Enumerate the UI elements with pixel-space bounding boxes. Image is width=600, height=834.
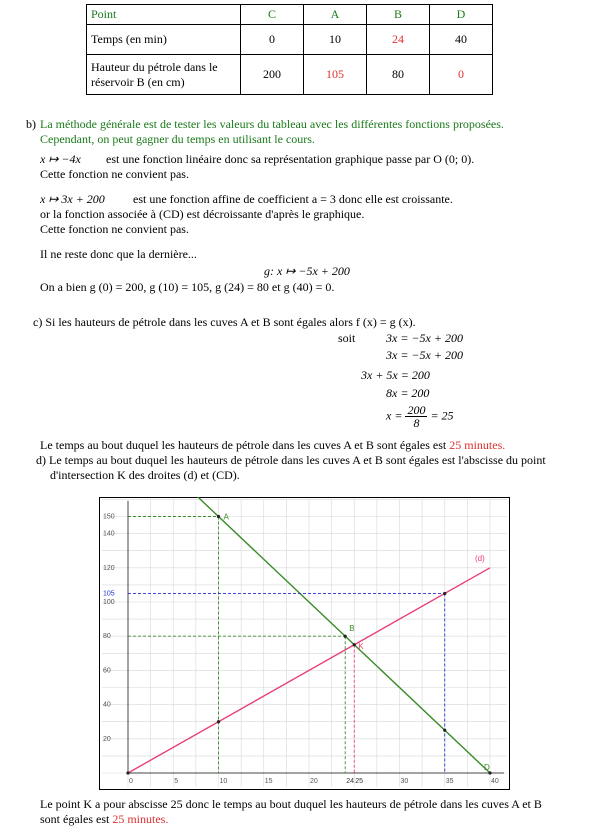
fraction-lhs: x = [386,408,403,423]
graph-frame [100,498,510,790]
function1-text: est une fonction linéaire donc sa représentation graphique passe par O (0; 0). [106,152,475,166]
remaining-text: Il ne reste donc que la dernière... [40,247,197,261]
equation-step: 8x = 200 [386,386,430,400]
table-row [87,55,493,95]
series-label-d: (d) [475,553,485,563]
y-tick-label: 20 [103,735,111,743]
x-tick-label: 15 [264,778,273,785]
y-tick-label: 105 [103,590,115,598]
table-header-cell: D [430,5,493,25]
function2-text: est une fonction affine de coefficient a = 3 donc elle est croissante. [133,192,453,206]
y-tick-label: 80 [103,633,111,641]
part-b-line2: Cependant, on peut gagner du temps en utilisant le cours. [40,132,315,146]
table-header-cell: A [304,5,367,25]
data-table [86,4,493,95]
table-cell: 40 [430,25,493,55]
equation-step: 3x = −5x + 200 [386,331,463,345]
point-marker [443,592,446,595]
table-cell: 200 [241,55,304,95]
part-d-line1: d) Le temps au bout duquel les hauteurs de pétrole dans les cuves A et B sont égales est l'abscisse du point [36,453,546,467]
final-line2 [40,812,168,827]
table-cell: 24 [367,25,430,55]
x-tick-label: 5 [174,778,179,785]
y-tick-label: 140 [103,530,115,538]
function2-conclusion: Cette fonction ne convient pas. [40,222,189,236]
y-tick-label: 60 [103,667,111,675]
x-tick-label: 25 [355,778,364,785]
fraction-denominator: 8 [413,416,420,430]
fraction-numerator: 200 [407,403,426,417]
table-label-line: réservoir B (en cm) [91,74,185,89]
function2-text2: or la fonction associée à (CD) est décroissante d'après le graphique. [40,207,365,221]
point-marker [443,729,446,732]
final-text: sont égales est [40,812,110,826]
x-tick-label: 0 [129,778,133,785]
equation-step: 3x + 5x = 200 [361,368,430,382]
table-header-cell: Point [87,5,241,25]
part-c-conclusion [40,438,505,453]
table-cell: Temps (en min) [87,25,241,55]
table-row [87,25,493,55]
check-line: On a bien g (0) = 200, g (10) = 105, g (24) = 80 et g (40) = 0. [40,280,335,294]
part-c-intro: c) Si les hauteurs de pétrole dans les cuves A et B sont égales alors f (x) = g (x). [33,315,416,329]
final-line1: Le point K a pour abscisse 25 donc le temps au bout duquel les hauteurs de pétrole dans les cuves A et B [40,797,542,811]
table-cell: 0 [430,55,493,95]
x-tick-label: 20 [310,778,318,785]
point-label-k: K [358,641,364,651]
part-d-line2: d'intersection K des droites (d) et (CD). [50,468,240,482]
fraction-rhs: = 25 [430,408,454,423]
fraction [405,404,427,429]
x-tick-label: 24 [346,778,354,785]
x-tick-label: 10 [219,778,228,785]
table-header-row [87,5,493,25]
point-label-d: D [484,763,490,772]
g-definition: g: x ↦ −5x + 200 [264,264,350,278]
equation-step: 3x = −5x + 200 [386,348,463,362]
y-tick-label: 120 [103,564,115,572]
point-marker [353,643,356,646]
point-label-b: B [349,624,355,634]
point-marker [126,771,129,774]
function1-expr: x ↦ −4x [40,152,81,166]
x-tick-label: 35 [445,778,454,785]
table-header-cell: C [241,5,304,25]
y-tick-label: 100 [103,599,115,606]
point-marker [344,635,347,638]
x-tick-label: 40 [491,778,499,785]
table-cell: 105 [304,55,367,95]
point-marker [217,720,220,723]
graph [99,497,510,790]
final-value: 25 minutes. [112,812,169,826]
equation-fraction-step [386,404,454,429]
part-b-label: b) [26,117,36,131]
point-marker [217,515,220,518]
point-label-a: A [223,512,229,522]
part-b-line1: La méthode générale est de tester les valeurs du tableau avec les différentes fonctions proposées. [40,117,504,131]
table-label-line: Hauteur du pétrole dans le [91,59,218,74]
soit-label: soit [338,331,356,345]
table-cell: 10 [304,25,367,55]
function1-conclusion: Cette fonction ne convient pas. [40,167,189,181]
conclusion-value: 25 minutes. [449,438,506,452]
function2-expr: x ↦ 3x + 200 [40,192,105,206]
y-tick-label: 150 [103,513,115,521]
y-tick-label: 40 [103,701,111,709]
conclusion-text: Le temps au bout duquel les hauteurs de pétrole dans les cuves A et B sont égales est [40,438,447,452]
table-cell [87,55,241,95]
x-tick-label: 30 [400,778,409,785]
table-header-cell: B [367,5,430,25]
table-cell: 0 [241,25,304,55]
table-cell: 80 [367,55,430,95]
